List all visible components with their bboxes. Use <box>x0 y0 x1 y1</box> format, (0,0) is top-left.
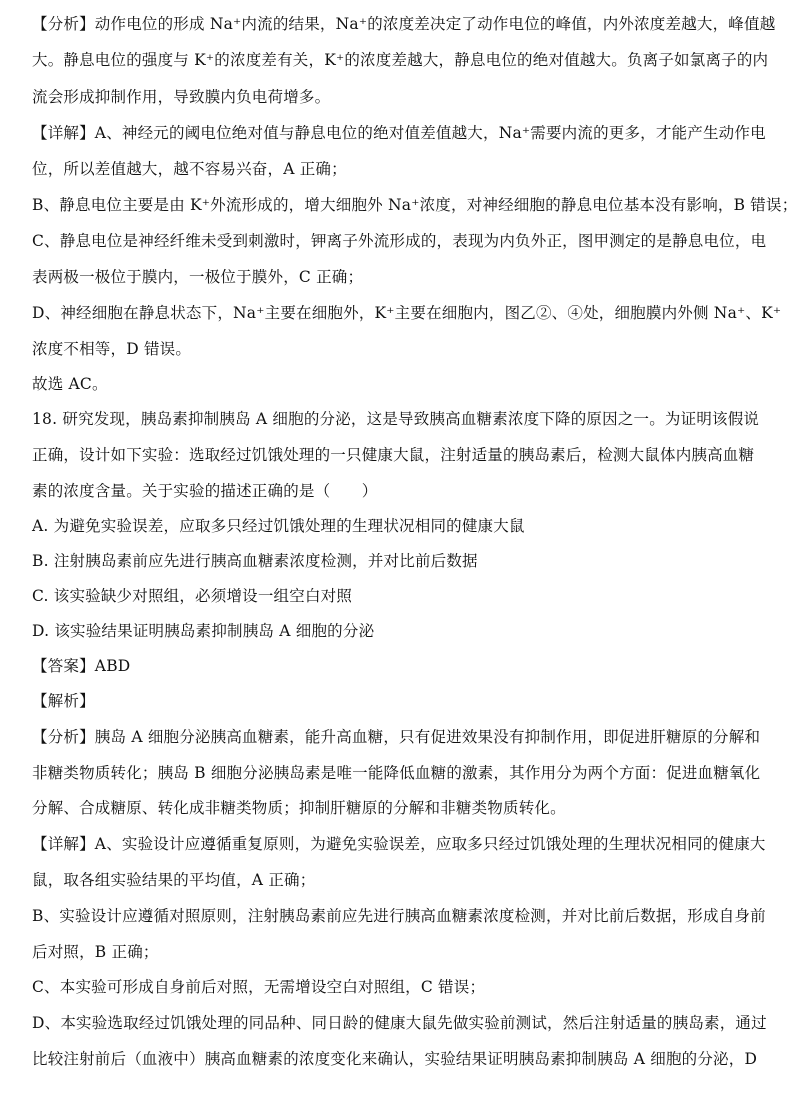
detail1-c-line1: C、静息电位是神经纤维未受到刺激时，钾离子外流形成的，表现为内负外正，图甲测定的是静息电位，电 <box>32 232 767 250</box>
detail1-d-line2: 浓度不相等，D 错误。 <box>32 340 192 358</box>
analysis2-line1: 【分析】胰岛 A 细胞分泌胰高血糖素，能升高血糖，只有促进效果没有抑制作用，即促进肝糖原的分解和 <box>32 728 761 746</box>
analysis2-line3: 分解、合成糖原、转化成非糖类物质；抑制肝糖原的分解和非糖类物质转化。 <box>32 799 566 817</box>
detail1-a-line1: 【详解】A、神经元的阈电位绝对值与静息电位的绝对值差值越大，Na⁺需要内流的更多，才能产生动作电 <box>32 124 766 142</box>
detail2-d-line1: D、本实验选取经过饥饿处理的同品种、同日龄的健康大鼠先做实验前测试，然后注射适量的胰岛素，通过 <box>32 1014 767 1032</box>
detail1-b-line1: B、静息电位主要是由 K⁺外流形成的，增大细胞外 Na⁺浓度，对神经细胞的静息电位基本没有影响，B 错误； <box>32 196 798 214</box>
detail1-a-line2: 位，所以差值越大，越不容易兴奋，A 正确； <box>32 160 347 178</box>
detail2-d-line2: 比较注射前后（血液中）胰高血糖素的浓度变化来确认，实验结果证明胰岛素抑制胰岛 A 细胞的分泌，D <box>32 1050 758 1068</box>
question18-option-d: D. 该实验结果证明胰岛素抑制胰岛 A 细胞的分泌 <box>32 622 375 640</box>
explanation-label: 【解析】 <box>32 692 95 710</box>
question18-option-b: B. 注射胰岛素前应先进行胰高血糖素浓度检测，并对比前后数据 <box>32 552 478 570</box>
analysis1-line3: 流会形成抑制作用，导致膜内负电荷增多。 <box>32 88 331 106</box>
question18-line3: 素的浓度含量。关于实验的描述正确的是（ ） <box>32 482 378 500</box>
question18-option-c: C. 该实验缺少对照组，必须增设一组空白对照 <box>32 587 353 605</box>
detail2-b-line1: B、实验设计应遵循对照原则，注射胰岛素前应先进行胰高血糖素浓度检测，并对比前后数据，形成自身前 <box>32 907 766 925</box>
detail2-a-line1: 【详解】A、实验设计应遵循重复原则，为避免实验误差，应取多只经过饥饿处理的生理状况相同的健康大 <box>32 835 766 853</box>
question18-line1: 18. 研究发现，胰岛素抑制胰岛 A 细胞的分泌，这是导致胰高血糖素浓度下降的原因之一。为证明该假说 <box>32 410 760 428</box>
answer-label: 【答案】ABD <box>32 657 131 675</box>
question18-option-a: A. 为避免实验误差，应取多只经过饥饿处理的生理状况相同的健康大鼠 <box>32 517 525 535</box>
analysis1-line1: 【分析】动作电位的形成 Na⁺内流的结果，Na⁺的浓度差决定了动作电位的峰值，内外浓度差越大，峰值越 <box>32 15 776 33</box>
analysis2-line2: 非糖类物质转化；胰岛 B 细胞分泌胰岛素是唯一能降低血糖的激素，其作用分为两个方面：促进血糖氧化 <box>32 764 761 782</box>
detail1-d-line1: D、神经细胞在静息状态下，Na⁺主要在细胞外，K⁺主要在细胞内，图乙②、④处，细胞膜内外侧 Na⁺、K⁺ <box>32 304 782 322</box>
detail2-a-line2: 鼠，取各组实验结果的平均值，A 正确； <box>32 871 316 889</box>
detail1-c-line2: 表两极一极位于膜内，一极位于膜外，C 正确； <box>32 268 364 286</box>
analysis1-line2: 大。静息电位的强度与 K⁺的浓度差有关，K⁺的浓度差越大，静息电位的绝对值越大。负离子如氯离子的内 <box>32 51 769 69</box>
question18-line2: 正确，设计如下实验：选取经过饥饿处理的一只健康大鼠，注射适量的胰岛素后，检测大鼠体内胰高血糖 <box>32 446 755 464</box>
detail2-c-line1: C、本实验可形成自身前后对照，无需增设空白对照组，C 错误； <box>32 978 486 996</box>
detail1-conclusion: 故选 AC。 <box>32 375 108 393</box>
detail2-b-line2: 后对照，B 正确； <box>32 943 159 961</box>
